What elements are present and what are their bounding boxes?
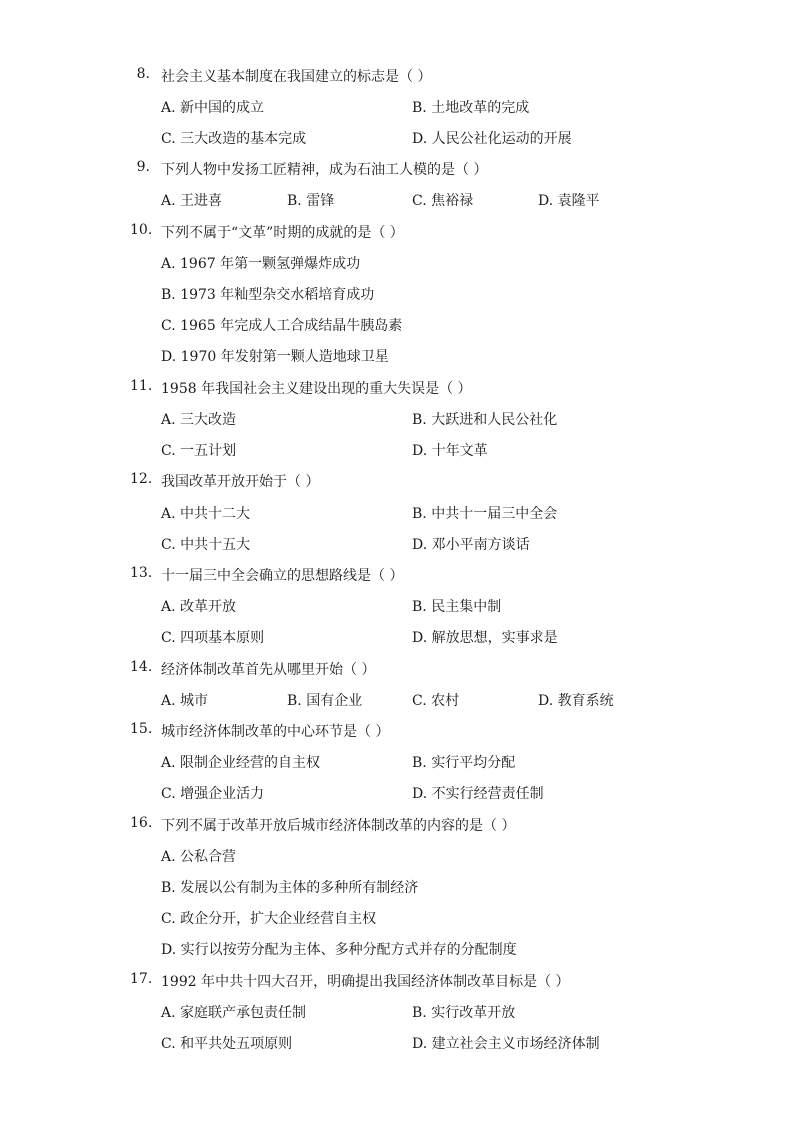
option-c: C. 增强企业活力 (161, 786, 265, 802)
option-d: D. 不实行经营责任制 (412, 786, 544, 802)
option-c: C. 政企分开，扩大企业经营自主权 (161, 911, 377, 927)
option-b: B. 民主集中制 (412, 599, 502, 615)
option-a: A. 中共十二大 (161, 506, 251, 522)
option-d: D. 教育系统 (538, 693, 614, 709)
option-b: B. 实行改革开放 (412, 1005, 516, 1021)
question-stem: 下列人物中发扬工匠精神，成为石油工人模的是（ ） (161, 162, 488, 178)
option-a: A. 限制企业经营的自主权 (161, 755, 321, 771)
question-stem: 下列不属于改革开放后城市经济体制改革的内容的是（ ） (161, 818, 516, 834)
question-stem: 1992 年中共十四大召开，明确提出我国经济体制改革目标是（ ） (161, 974, 570, 990)
question-stem: 下列不属于“文革”时期的成就的是（ ） (161, 225, 404, 241)
option-c: C. 和平共处五项原则 (161, 1036, 293, 1052)
option-a: A. 1967 年第一颗氢弹爆炸成功 (161, 256, 361, 272)
question-number: 10. (130, 222, 153, 238)
question-number: 12. (130, 471, 153, 487)
question-number: 17. (130, 971, 153, 987)
option-d: D. 邓小平南方谈话 (412, 537, 530, 553)
question-number: 8. (136, 66, 150, 82)
option-c: C. 三大改造的基本完成 (161, 131, 307, 147)
question-stem: 1958 年我国社会主义建设出现的重大失误是（ ） (161, 381, 472, 397)
option-b: B. 发展以公有制为主体的多种所有制经济 (161, 880, 419, 896)
option-d: D. 1970 年发射第一颗人造地球卫星 (161, 349, 389, 365)
question-stem: 社会主义基本制度在我国建立的标志是（ ） (161, 69, 432, 85)
question-number: 14. (130, 659, 153, 675)
option-a: A. 王进喜 (161, 193, 223, 209)
option-a: A. 改革开放 (161, 599, 237, 615)
option-c: C. 1965 年完成人工合成结晶牛胰岛素 (161, 318, 403, 334)
option-b: B. 实行平均分配 (412, 755, 516, 771)
option-a: A. 新中国的成立 (161, 100, 265, 116)
question-stem: 我国改革开放开始于（ ） (161, 474, 320, 490)
option-b: B. 土地改革的完成 (412, 100, 530, 116)
option-d: D. 建立社会主义市场经济体制 (412, 1036, 600, 1052)
question-number: 16. (130, 815, 153, 831)
option-a: A. 公私合营 (161, 849, 237, 865)
option-a: A. 三大改造 (161, 412, 237, 428)
question-number: 9. (136, 159, 150, 175)
option-c: C. 一五计划 (161, 443, 237, 459)
option-c: C. 四项基本原则 (161, 630, 265, 646)
option-b: B. 国有企业 (287, 693, 363, 709)
option-b: B. 大跃进和人民公社化 (412, 412, 558, 428)
option-c: C. 中共十五大 (161, 537, 251, 553)
option-c: C. 农村 (412, 693, 460, 709)
option-b: B. 中共十一届三中全会 (412, 506, 558, 522)
option-b: B. 1973 年籼型杂交水稻培育成功 (161, 287, 375, 303)
question-stem: 十一届三中全会确立的思想路线是（ ） (161, 568, 404, 584)
option-c: C. 焦裕禄 (412, 193, 474, 209)
option-d: D. 人民公社化运动的开展 (412, 131, 572, 147)
option-b: B. 雷锋 (287, 193, 335, 209)
question-number: 13. (130, 565, 153, 581)
option-d: D. 十年文革 (412, 443, 488, 459)
option-d: D. 解放思想，实事求是 (412, 630, 558, 646)
option-a: A. 城市 (161, 693, 209, 709)
option-d: D. 实行以按劳分配为主体、多种分配方式并存的分配制度 (161, 942, 517, 958)
question-number: 11. (130, 378, 153, 394)
option-d: D. 袁隆平 (538, 193, 600, 209)
option-a: A. 家庭联产承包责任制 (161, 1005, 307, 1021)
question-stem: 经济体制改革首先从哪里开始（ ） (161, 662, 376, 678)
question-number: 15. (130, 721, 153, 737)
question-stem: 城市经济体制改革的中心环节是（ ） (161, 724, 390, 740)
